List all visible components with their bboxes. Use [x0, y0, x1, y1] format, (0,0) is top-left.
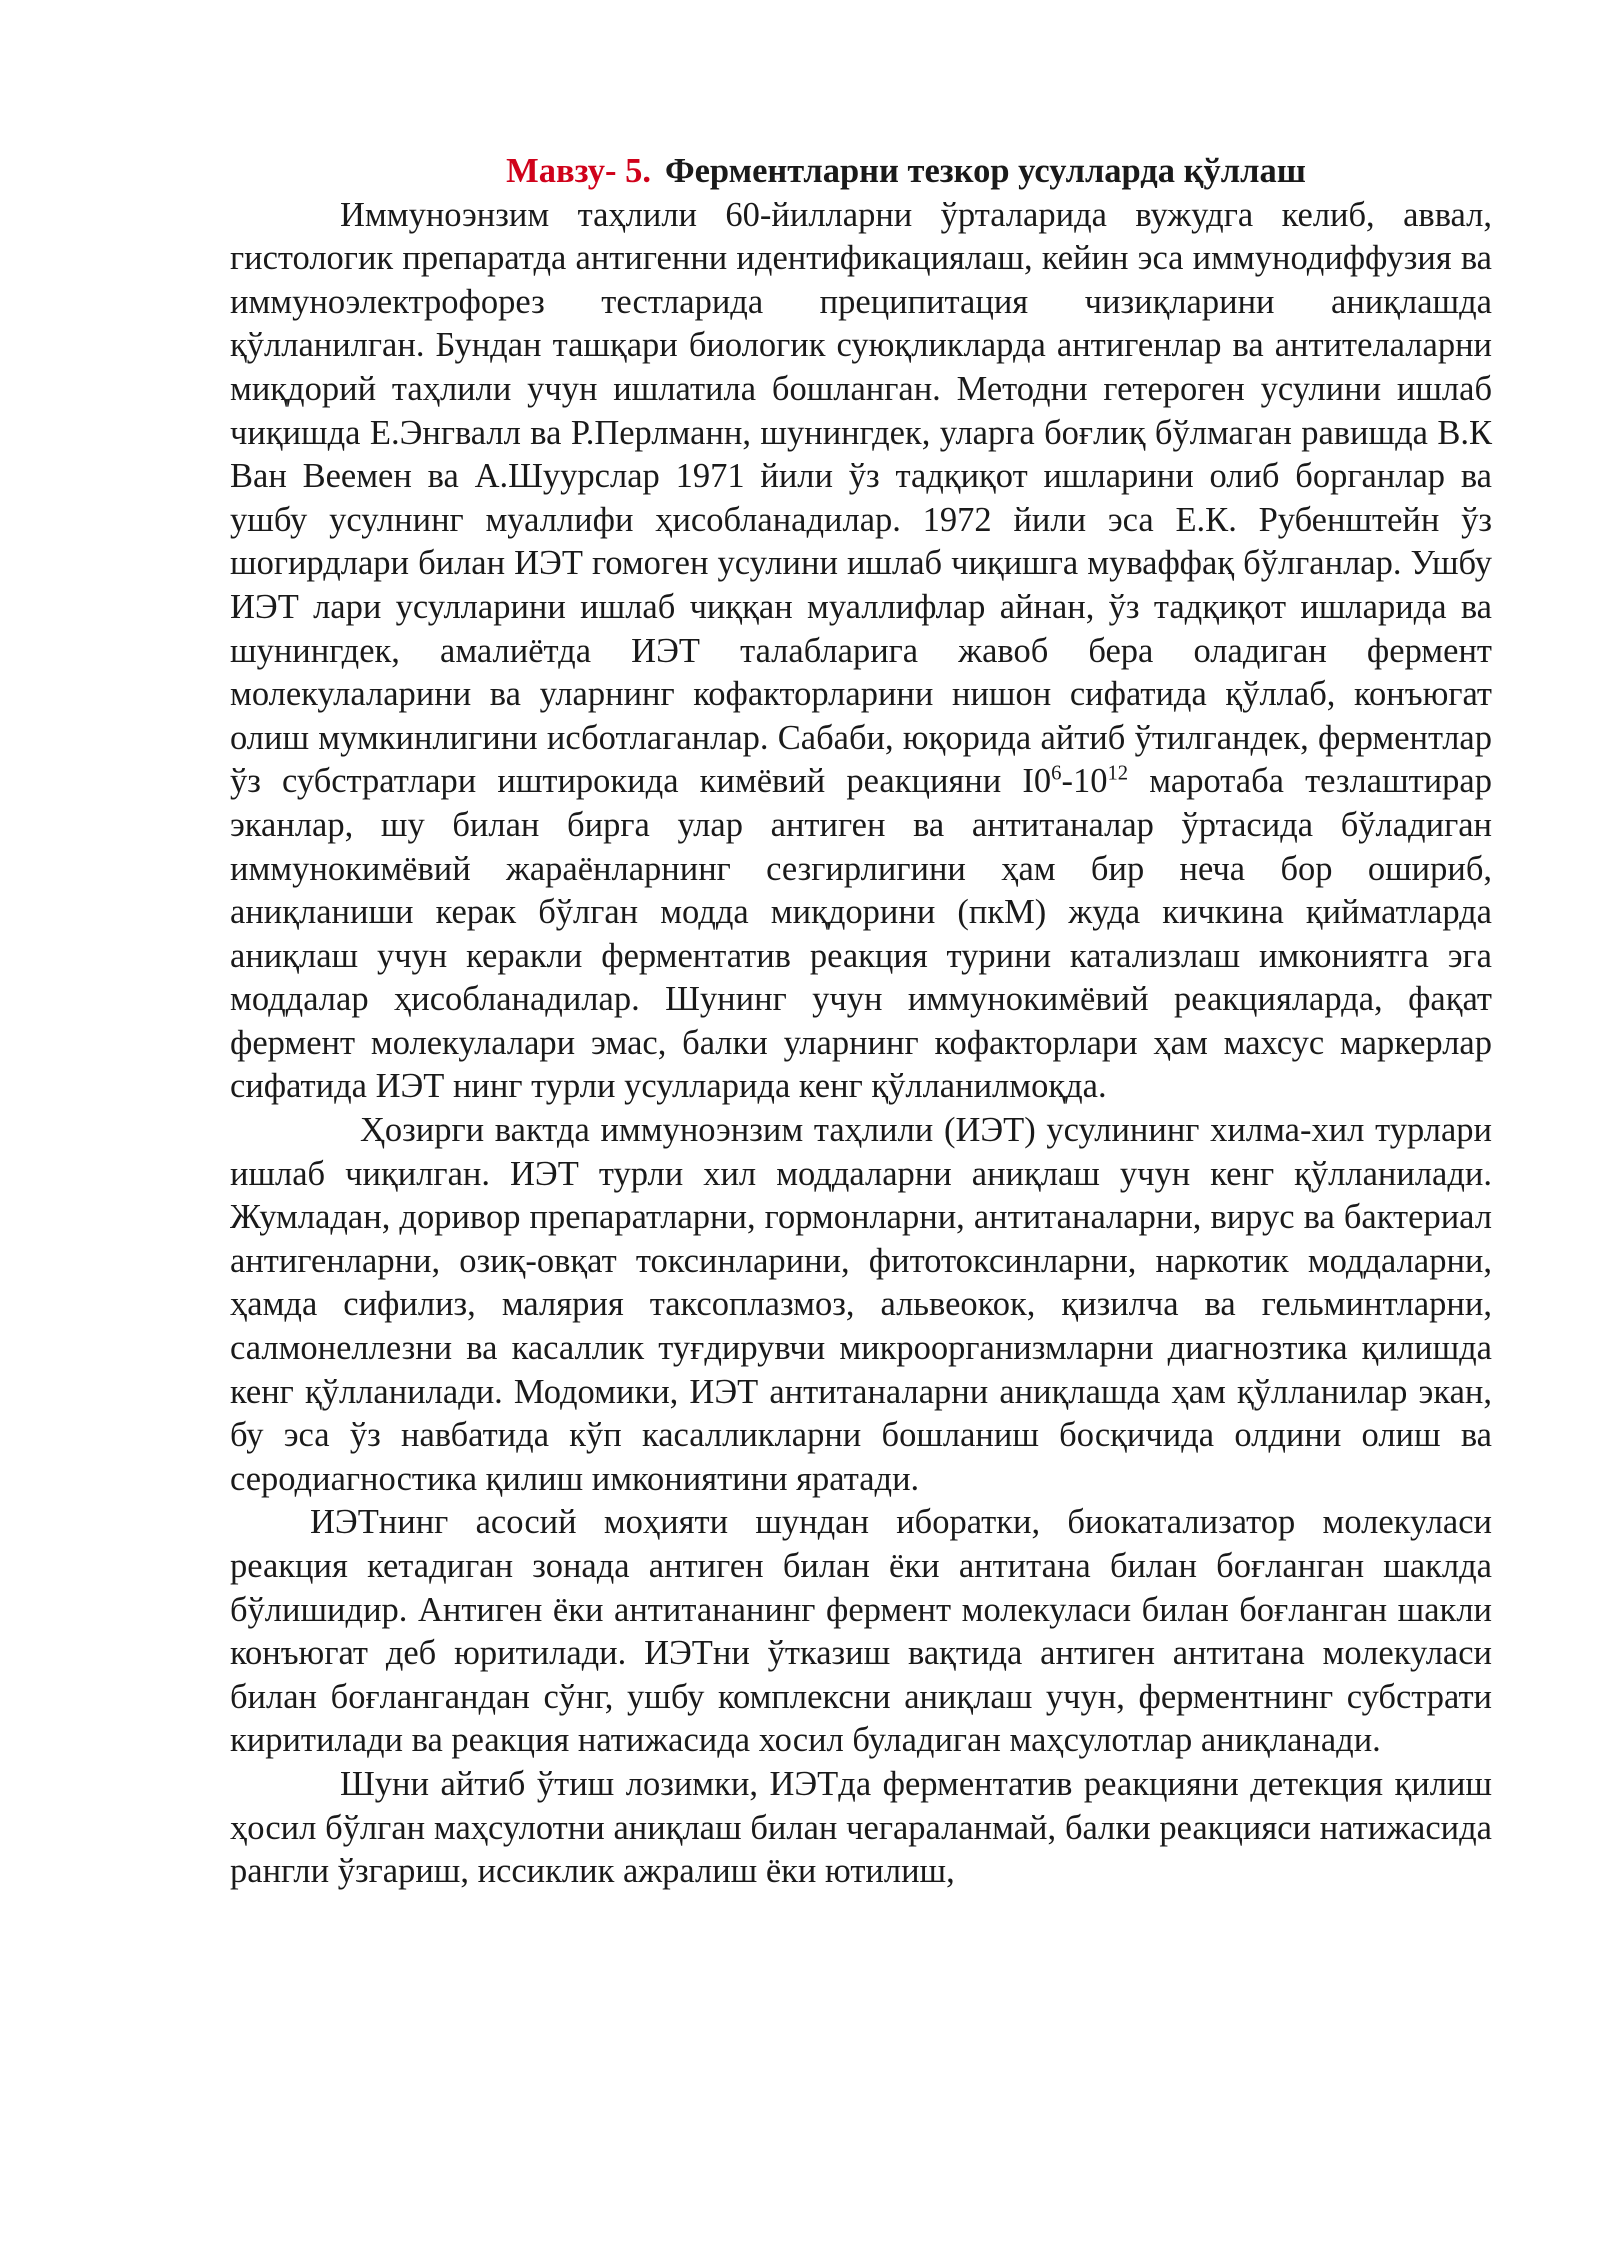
paragraph-4: Шуни айтиб ўтиш лозимки, ИЭТда ферментатив реакцияни детекция қилиш ҳосил бўлган маҳсулотни аниқлаш билан чегараланмай, балки реакцияси натижасида рангли ўзгариш, иссиклик ажралиш ёки ютилиш,	[230, 1764, 1492, 1891]
document-body	[230, 150, 1492, 1894]
paragraph-1-text-b: -10	[1061, 762, 1108, 801]
paragraph-2: Ҳозирги вактда иммуноэнзим таҳлили (ИЭТ) усулининг хилма-хил турлари ишлаб чиқилган. ИЭТ турли хил моддаларни аниқлаш учун кенг қўлланилади. Жумладан, доривор препаратларни, гормонларни, антитаналарни, вирус ва бактериал антигенларни, озиқ-овқат токсинларини, фитотоксинларни, наркотик моддаларни, ҳамда сифилиз, малярия таксоплазмоз, альвеокок, қизилча ва гельминтларни, салмонеллезни ва касаллик туғдирувчи микроорганизмларни диагнозтика қилишда кенг қўлланилади. Модомики, ИЭТ антитаналарни аниқлашда ҳам қўлланилар экан, бу эса ўз навбатида кўп касалликларни бошланиш босқичида олдини олиш ва серодиагностика қилиш имкониятини яратади.	[230, 1111, 1492, 1498]
superscript-exponent-12: 12	[1107, 762, 1129, 785]
topic-label: Мавзу- 5.	[506, 152, 651, 190]
superscript-exponent-6: 6	[1051, 762, 1062, 785]
paragraph-1-text-a: Иммуноэнзим таҳлили 60-йилларни ўрталарида вужудга келиб, аввал, гистологик препаратда антигенни идентификациялаш, кейин эса иммунодиффузия ва иммуноэлектрофорез тестларида преципитация чизиқларини аниқлашда қўлланилган. Бундан ташқари биологик суюқликларда антигенлар ва антителаларни миқдорий таҳлили учун ишлатила бошланган. Методни гетероген усулини ишлаб чиқишда Е.Энгвалл ва Р.Перлманн, шунингдек, уларга боғлиқ бўлмаган равишда В.К Ван Веемен ва А.Шуурслар 1971 йили ўз тадқиқот ишларини олиб борганлар ва ушбу усулнинг муаллифи ҳисобланадилар. 1972 йили эса Е.К. Рубенштейн ўз шогирдлари билан ИЭТ гомоген усулини ишлаб чиқишга муваффақ бўлганлар. Ушбу ИЭТ лари усулларини ишлаб чиққан муаллифлар айнан, ўз тадқиқот ишларида ва шунингдек, амалиётда ИЭТ талабларига жавоб бера оладиган фермент молекулаларини ва уларнинг кофакторларини нишон сифатида қўллаб, конъюгат олиш мумкинлигини исботлаганлар. Сабаби, юқорида айтиб ўтилгандек, ферментлар ўз субстратлари иштирокида кимёвий реакцияни I0	[230, 195, 1492, 801]
paragraph-1-text-c: маротаба тезлаштирар эканлар, шу билан бирга улар антиген ва антитаналар ўртасида бўладиган иммунокимёвий жараёнларнинг сезгирлигини ҳам бир неча бор ошириб, аниқланиши керак бўлган модда миқдорини (пкМ) жуда кичкина қийматларда аниқлаш учун керакли ферментатив реакция турини катализлаш имкониятга эга моддалар ҳисобланадилар. Шунинг учун иммунокимёвий реакцияларда, фақат фермент молекулалари эмас, балки уларнинг кофакторлари ҳам махсус маркерлар сифатида ИЭТ нинг турли усулларида кенг қўлланилмоқда.	[230, 762, 1492, 1106]
paragraph-3: ИЭТнинг асосий моҳияти шундан иборатки, биокатализатор молекуласи реакция кетадиган зонада антиген билан ёки антитана билан боғланган шаклда бўлишидир. Антиген ёки антитананинг фермент молекуласи билан боғланган шакли конъюгат деб юритилади. ИЭТни ўтказиш вақтида антиген антитана молекуласи билан боғлангандан сўнг, ушбу комплексни аниқлаш учун, ферментнинг субстрати киритилади ва реакция натижасида хосил буладиган маҳсулотлар аниқланади.	[230, 1503, 1492, 1760]
document-title	[230, 150, 1492, 194]
topic-title: Ферментларни тезкор усулларда қўллаш	[664, 152, 1306, 190]
paragraph-1	[230, 194, 1492, 1109]
